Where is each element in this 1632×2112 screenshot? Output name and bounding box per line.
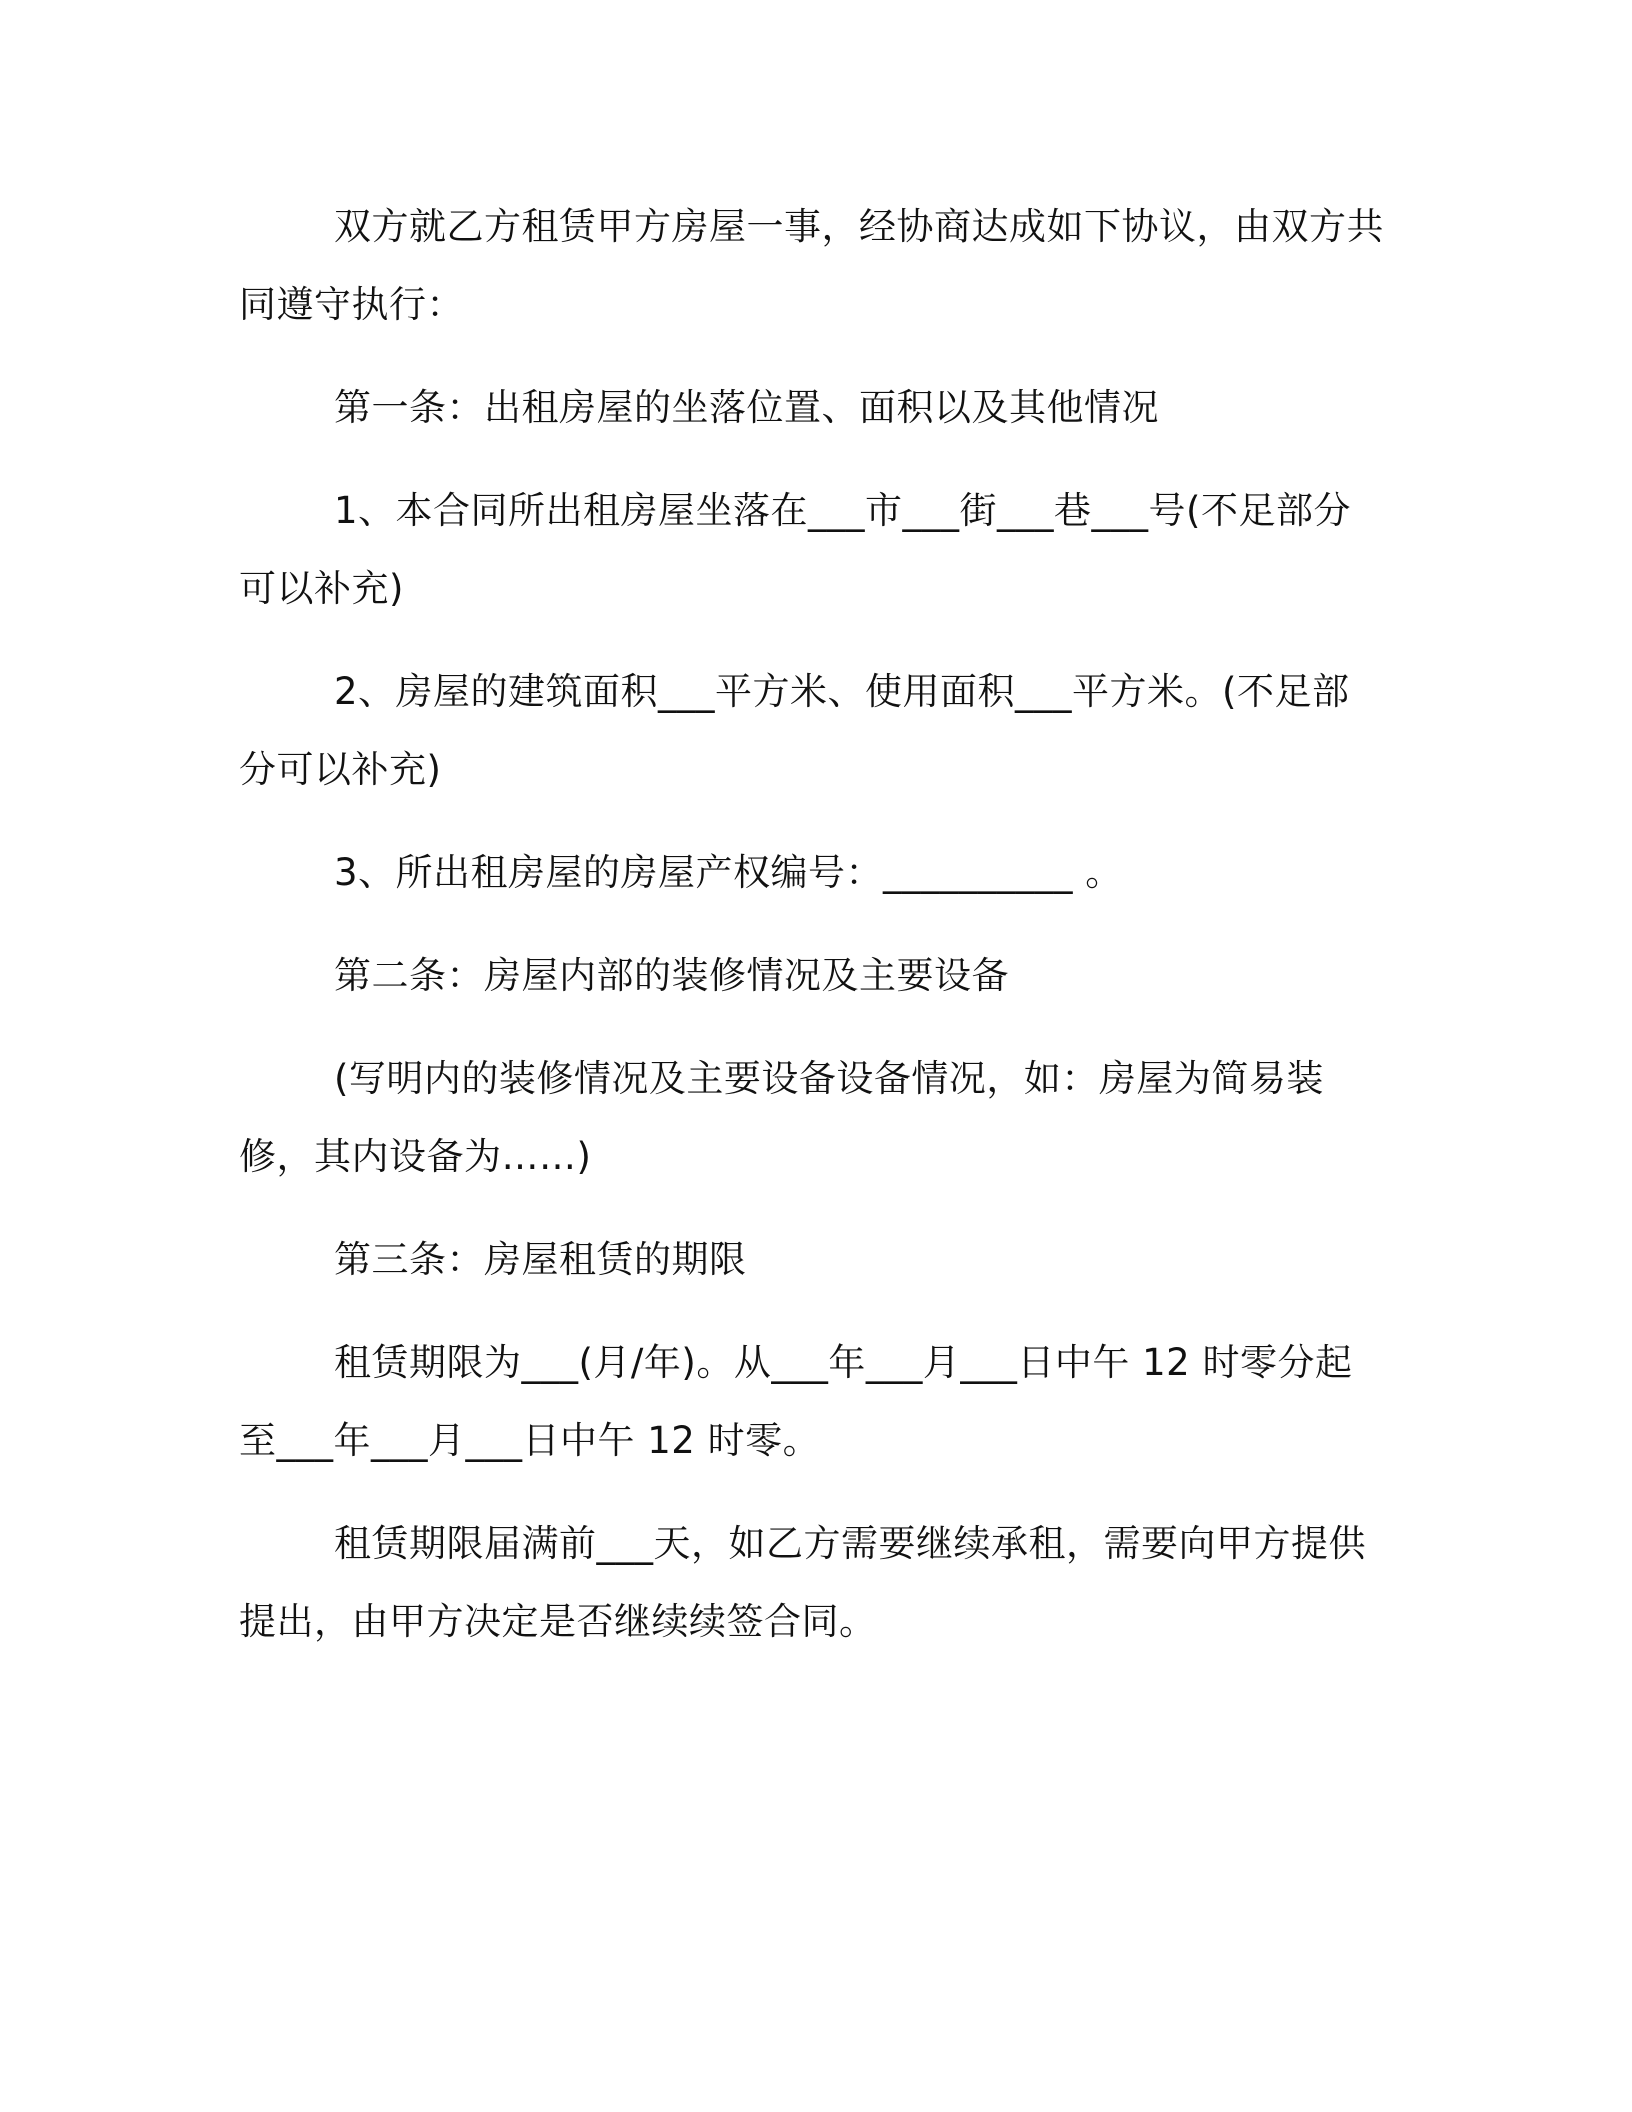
clause-1-3-property-number: 3、所出租房屋的房屋产权编号：__________ 。 (334, 851, 1123, 894)
article-three-heading: 第三条：房屋租赁的期限 (334, 1238, 747, 1281)
lease-renewal-paragraph: 租赁期限届满前___天，如乙方需要继续承租，需要向甲方提供提出，由甲方决定是否继续续签合同。 (239, 1522, 1366, 1643)
article-two-heading: 第二条：房屋内部的装修情况及主要设备 (334, 954, 1009, 997)
document-body (239, 188, 1384, 1686)
intro-paragraph: 双方就乙方租赁甲方房屋一事，经协商达成如下协议，由双方共同遵守执行： (239, 205, 1384, 326)
lease-term-paragraph: 租赁期限为___(月/年)。从___年___月___日中午 12 时零分起至___年___月___日中午 12 时零。 (239, 1341, 1353, 1462)
article-one-heading: 第一条：出租房屋的坐落位置、面积以及其他情况 (334, 386, 1159, 429)
clause-1-2-area: 2、房屋的建筑面积___平方米、使用面积___平方米。(不足部分可以补充) (239, 670, 1350, 791)
article-two-note: (写明内的装修情况及主要设备设备情况，如：房屋为简易装修，其内设备为……) (239, 1057, 1324, 1178)
clause-1-1-location: 1、本合同所出租房屋坐落在___市___街___巷___号(不足部分可以补充) (239, 489, 1351, 610)
